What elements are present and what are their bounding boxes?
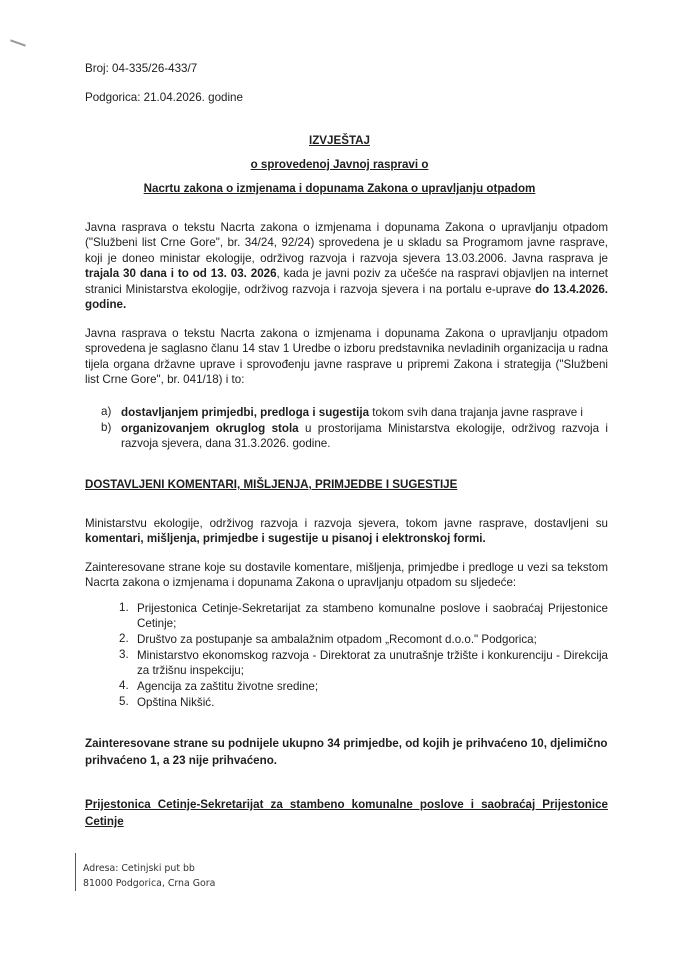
- report-title: IZVJEŠTAJ: [309, 134, 370, 147]
- list-number: 3.: [119, 648, 129, 661]
- scan-mark: [10, 39, 26, 46]
- address-line: Adresa: Cetinjski put bb: [83, 863, 195, 874]
- list-item: Ministarstvo ekonomskog razvoja - Direktorat za unutrašnje tržište i konkurenciju - Direkcija za tržišnu inspekciju;: [137, 649, 608, 678]
- list-item: Agencija za zaštitu životne sredine;: [137, 680, 319, 693]
- bold-text: dostavljanjem primjedbi, predloga i sugestija: [121, 406, 370, 419]
- list-number: 4.: [119, 679, 129, 692]
- comments-paragraph: [85, 516, 608, 547]
- text: Ministarstvu ekologije, održivog razvoja i razvoja sjevera, tokom javne rasprave, dostavljeni su: [85, 517, 608, 530]
- place-date: Podgorica: 21.04.2026. godine: [85, 91, 243, 104]
- report-subject: Nacrtu zakona o izmjenama i dopunama Zakona o upravljanju otpadom: [143, 182, 536, 195]
- text: tokom svih dana trajanja javne rasprave i: [369, 406, 583, 419]
- summary-paragraph: Zainteresovane strane su podnijele ukupno 34 primjedbe, od kojih je prihvaćeno 10, djelimično prihvaćeno 1, a 23 nije prihvaćeno.: [85, 737, 608, 767]
- city-line: 81000 Podgorica, Crna Gora: [83, 878, 216, 889]
- list-item: [121, 405, 608, 420]
- list-item: Opština Nikšić.: [137, 696, 215, 709]
- text: Javna rasprava o tekstu Nacrta zakona o izmjenama i dopunama Zakona o upravljanju otpadom ("Službeni list Crne Gore", br. 34/24, 92/24) sprovedena je u skladu sa Programom javne rasprave, koji je doneo ministar ekologije, održivog razvoja i razvoja sjevera 13.03.2006. Javna rasprava je: [85, 221, 608, 265]
- bold-text: komentari, mišljenja, primjedbe i sugestije u pisanoj i elektronskoj formi.: [85, 532, 486, 546]
- list-marker: a): [101, 405, 112, 418]
- intro-paragraph: [85, 220, 608, 312]
- text: u prostorijama Ministarstva ekologije, održivog razvoja i razvoja sjevera, dana 31.3.2026. godine.: [121, 422, 608, 451]
- text: , kada je javni poziv za učešće na raspravi objavljen na internet stranici Ministarstva ekologije, održivog razvoja i razvoja sjevera i na portalu e-uprave: [85, 267, 608, 296]
- section-heading: DOSTAVLJENI KOMENTARI, MIŠLJENJA, PRIMJEDBE I SUGESTIJE: [85, 478, 458, 491]
- document-number: Broj: 04-335/26-433/7: [85, 62, 198, 75]
- list-item: Društvo za postupanje sa ambalažnim otpadom „Recomont d.o.o." Podgorica;: [137, 633, 537, 646]
- subsection-heading: Prijestonica Cetinje-Sekretarijat za stambeno komunalne poslove i saobraćaj Prijestonice Cetinje: [85, 798, 608, 828]
- bold-text: trajala 30 dana i to od 13. 03. 2026: [85, 267, 277, 281]
- list-number: 5.: [119, 695, 129, 708]
- report-subtitle: o sprovedenoj Javnoj raspravi o: [250, 158, 429, 171]
- address-footer: [75, 853, 215, 891]
- list-number: 2.: [119, 632, 129, 645]
- list-number: 1.: [119, 601, 129, 614]
- legal-basis-paragraph: Javna rasprava o tekstu Nacrta zakona o izmjenama i dopunama Zakona o upravljanju otpadom sprovedena je saglasno članu 14 stav 1 Uredbe o izboru predstavnika nevladinih organizacija u radna tijela organa državne uprave i sprovođenju javne rasprave u pripremi Zakona i strategija ("Službeni list Crne Gore", br. 041/18) i to:: [85, 327, 608, 387]
- list-item: Prijestonica Cetinje-Sekretarijat za stambeno komunalne poslove i saobraćaj Prijestonice Cetinje;: [137, 602, 608, 631]
- bold-text: organizovanjem okruglog stola: [121, 422, 299, 435]
- bold-text: do 13.4.2026. godine.: [85, 282, 609, 312]
- list-marker: b): [101, 421, 112, 434]
- list-item: [121, 421, 608, 452]
- parties-intro-paragraph: Zainteresovane strane koje su dostavile komentare, mišljenja, primjedbe i predloge u vezi sa tekstom Nacrta zakona o izmjenama i dopunama Zakona o upravljanju otpadom su sljedeće:: [85, 561, 608, 590]
